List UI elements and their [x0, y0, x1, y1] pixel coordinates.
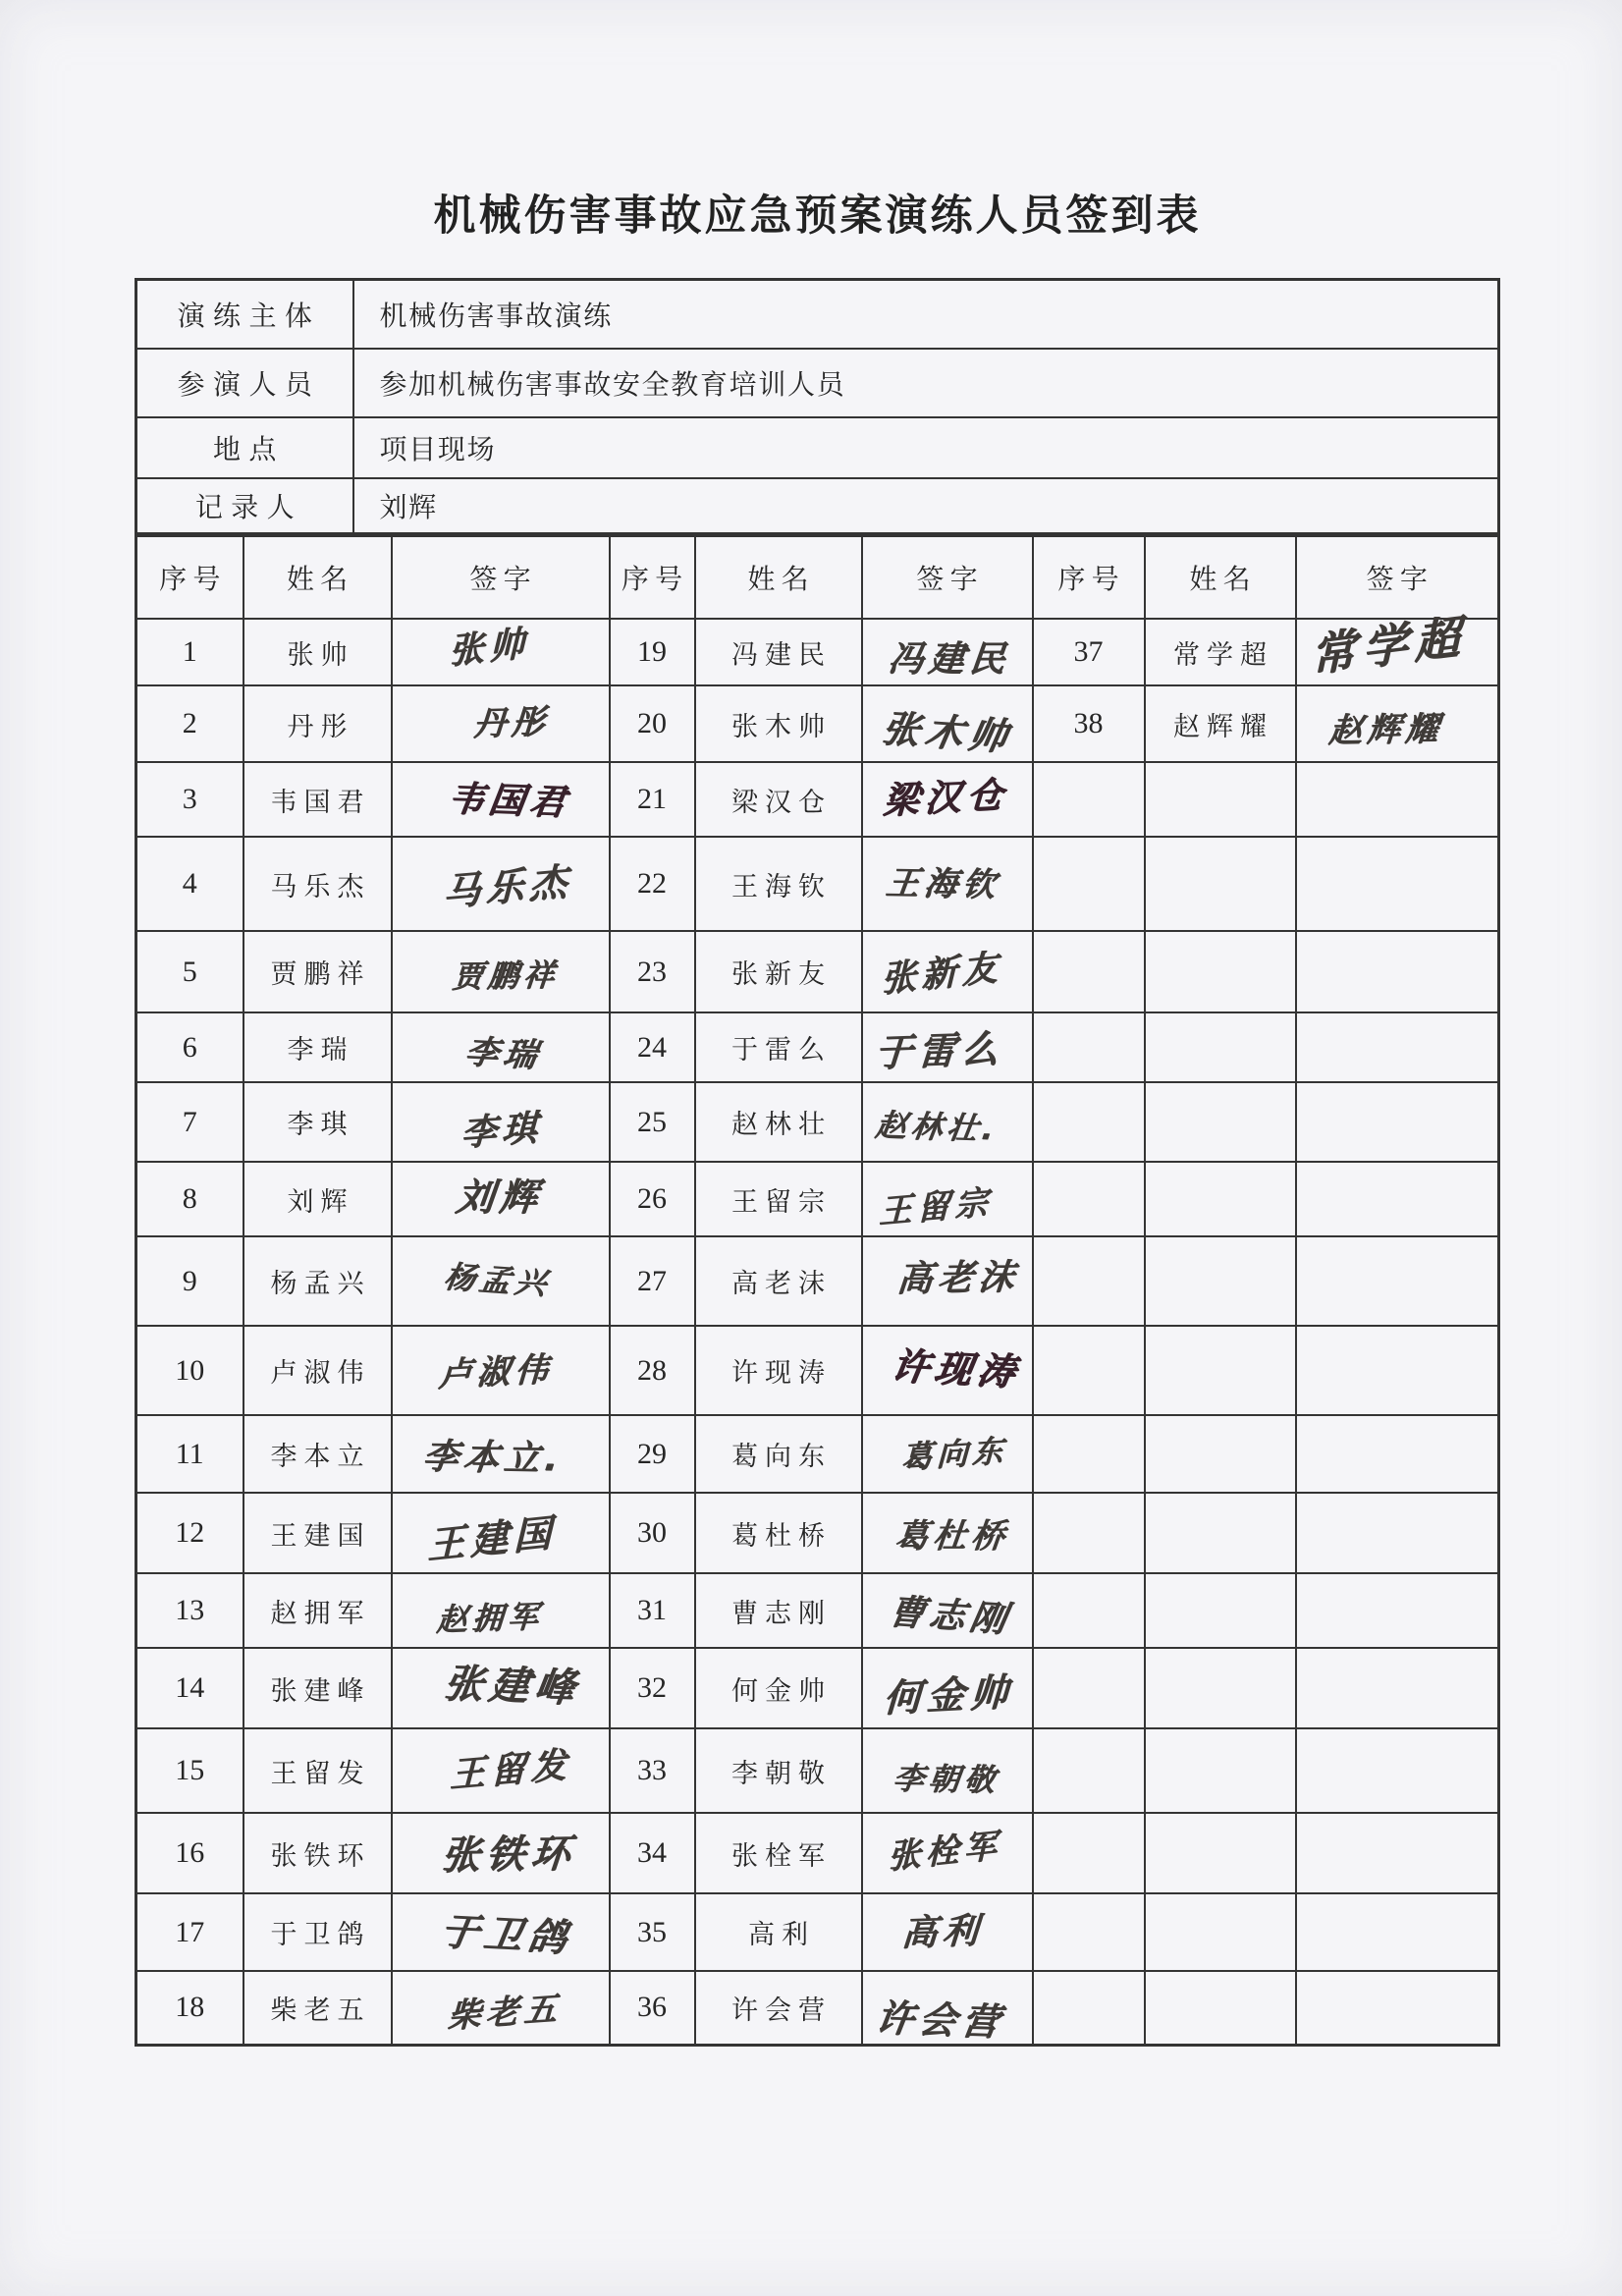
signature-cell — [392, 1082, 610, 1162]
serial-cell: 16 — [136, 1813, 243, 1893]
signature-cell — [1296, 1082, 1499, 1162]
serial-cell: 15 — [136, 1728, 243, 1813]
name-cell: 王留宗 — [695, 1162, 862, 1236]
serial-cell — [1033, 762, 1145, 837]
signature-text: 张栓军 — [887, 1824, 1001, 1877]
signature-cell — [1296, 762, 1499, 837]
serial-cell: 14 — [136, 1648, 243, 1728]
serial-cell: 5 — [136, 931, 243, 1012]
name-cell: 冯建民 — [695, 619, 862, 685]
serial-cell — [1033, 1893, 1145, 1971]
serial-cell: 8 — [136, 1162, 243, 1236]
roster-row — [136, 619, 1499, 685]
info-label: 演练主体 — [136, 280, 353, 349]
serial-cell — [1033, 1728, 1145, 1813]
name-cell: 张栓军 — [695, 1813, 862, 1893]
serial-cell: 12 — [136, 1493, 243, 1573]
signature-text: 韦国君 — [445, 776, 573, 823]
header-name: 姓名 — [1145, 535, 1296, 619]
name-cell: 王海钦 — [695, 837, 862, 931]
name-cell: 曹志刚 — [695, 1573, 862, 1648]
signature-cell — [862, 1813, 1033, 1893]
signature-cell — [862, 1415, 1033, 1493]
signature-cell — [862, 1493, 1033, 1573]
signature-cell — [1296, 1012, 1499, 1082]
name-cell: 李瑞 — [243, 1012, 392, 1082]
serial-cell — [1033, 931, 1145, 1012]
serial-cell: 4 — [136, 837, 243, 931]
signature-text: 李朝敬 — [890, 1759, 1001, 1798]
name-cell: 高老沫 — [695, 1236, 862, 1326]
signature-cell — [1296, 1648, 1499, 1728]
name-cell — [1145, 1971, 1296, 2045]
signature-cell — [392, 1162, 610, 1236]
signature-cell — [1296, 1813, 1499, 1893]
signature-cell — [392, 1573, 610, 1648]
signature-text: 张帅 — [448, 621, 529, 672]
roster-row — [136, 1573, 1499, 1648]
signature-cell — [1296, 1326, 1499, 1415]
serial-cell: 31 — [610, 1573, 695, 1648]
roster-row — [136, 1813, 1499, 1893]
signature-cell — [862, 1728, 1033, 1813]
signature-text: 赵拥军 — [434, 1597, 544, 1638]
name-cell — [1145, 1415, 1296, 1493]
name-cell: 张铁环 — [243, 1813, 392, 1893]
signature-cell — [392, 1326, 610, 1415]
serial-cell: 32 — [610, 1648, 695, 1728]
roster-row — [136, 1082, 1499, 1162]
roster-row — [136, 1893, 1499, 1971]
serial-cell: 10 — [136, 1326, 243, 1415]
serial-cell: 7 — [136, 1082, 243, 1162]
serial-cell — [1033, 1971, 1145, 2045]
signature-cell — [1296, 608, 1499, 685]
name-cell: 张木帅 — [695, 685, 862, 762]
serial-cell: 6 — [136, 1012, 243, 1082]
roster-row — [136, 1728, 1499, 1813]
info-value: 参加机械伤害事故安全教育培训人员 — [353, 349, 1499, 417]
serial-cell: 23 — [610, 931, 695, 1012]
roster-row — [136, 1012, 1499, 1082]
signature-text: 马乐杰 — [442, 857, 572, 914]
serial-cell: 36 — [610, 1971, 695, 2045]
name-cell: 韦国君 — [243, 762, 392, 837]
name-cell — [1145, 762, 1296, 837]
serial-cell — [1033, 1573, 1145, 1648]
roster-row — [136, 931, 1499, 1012]
name-cell: 李本立 — [243, 1415, 392, 1493]
info-row-drill-subject — [136, 280, 1499, 349]
signature-cell — [1296, 1573, 1499, 1648]
info-row-participants — [136, 349, 1499, 417]
name-cell — [1145, 931, 1296, 1012]
roster-row — [136, 1415, 1499, 1493]
serial-cell: 20 — [610, 685, 695, 762]
name-cell — [1145, 1893, 1296, 1971]
signature-text: 张建峰 — [440, 1659, 583, 1711]
roster-row — [136, 685, 1499, 762]
signature-cell — [1296, 685, 1499, 762]
name-cell: 张帅 — [243, 619, 392, 685]
serial-cell: 2 — [136, 685, 243, 762]
name-cell: 于卫鸽 — [243, 1893, 392, 1971]
signature-cell — [392, 1728, 610, 1813]
serial-cell: 18 — [136, 1971, 243, 2045]
signature-cell — [1296, 837, 1499, 931]
signature-cell — [862, 1082, 1033, 1162]
signature-text: 卢淑伟 — [437, 1348, 554, 1394]
name-cell — [1145, 837, 1296, 931]
name-cell: 贾鹏祥 — [243, 931, 392, 1012]
tables-wrapper — [135, 278, 1500, 2047]
signature-cell — [862, 685, 1033, 762]
name-cell — [1145, 1236, 1296, 1326]
serial-cell: 28 — [610, 1326, 695, 1415]
signature-text: 王留发 — [449, 1742, 571, 1795]
name-cell: 马乐杰 — [243, 837, 392, 931]
signature-text: 柴老五 — [446, 1988, 563, 2036]
name-cell: 赵辉耀 — [1145, 685, 1296, 762]
signature-cell — [392, 837, 610, 931]
name-cell: 许现涛 — [695, 1326, 862, 1415]
header-serial: 序号 — [1033, 535, 1145, 619]
signature-text: 贾鹏祥 — [450, 956, 561, 995]
info-value: 刘辉 — [353, 478, 1499, 533]
signature-cell — [392, 1893, 610, 1971]
serial-cell: 37 — [1033, 619, 1145, 685]
name-cell: 丹彤 — [243, 685, 392, 762]
name-cell — [1145, 1813, 1296, 1893]
serial-cell — [1033, 1648, 1145, 1728]
name-cell — [1145, 1012, 1296, 1082]
serial-cell: 19 — [610, 619, 695, 685]
name-cell: 王留发 — [243, 1728, 392, 1813]
signature-cell — [392, 1493, 610, 1573]
signature-cell — [862, 1648, 1033, 1728]
roster-header-row — [136, 535, 1499, 619]
serial-cell: 11 — [136, 1415, 243, 1493]
name-cell: 刘辉 — [243, 1162, 392, 1236]
serial-cell — [1033, 1415, 1145, 1493]
name-cell: 高利 — [695, 1893, 862, 1971]
info-table — [135, 278, 1500, 534]
name-cell: 李琪 — [243, 1082, 392, 1162]
name-cell — [1145, 1162, 1296, 1236]
info-row-recorder — [136, 478, 1499, 533]
signature-text: 高利 — [899, 1908, 985, 1954]
name-cell — [1145, 1648, 1296, 1728]
signature-cell — [1296, 1162, 1499, 1236]
serial-cell: 35 — [610, 1893, 695, 1971]
serial-cell — [1033, 1162, 1145, 1236]
serial-cell: 3 — [136, 762, 243, 837]
name-cell — [1145, 1573, 1296, 1648]
serial-cell: 25 — [610, 1082, 695, 1162]
info-value: 机械伤害事故演练 — [353, 280, 1499, 349]
signature-cell — [392, 931, 610, 1012]
signature-cell — [392, 1012, 610, 1082]
serial-cell: 29 — [610, 1415, 695, 1493]
name-cell — [1145, 1326, 1296, 1415]
serial-cell — [1033, 1326, 1145, 1415]
serial-cell — [1033, 1493, 1145, 1573]
name-cell — [1145, 1728, 1296, 1813]
signature-text: 许会营 — [872, 1995, 1007, 2045]
signature-cell — [862, 619, 1033, 685]
info-label: 记录人 — [136, 478, 353, 533]
info-label: 参演人员 — [136, 349, 353, 417]
signature-text: 于卫鸽 — [436, 1908, 575, 1961]
signature-text: 杨孟兴 — [440, 1258, 554, 1302]
serial-cell — [1033, 1082, 1145, 1162]
signature-cell — [1296, 1971, 1499, 2045]
signature-text: 常学超 — [1310, 608, 1467, 682]
serial-cell: 30 — [610, 1493, 695, 1573]
signature-cell — [392, 1813, 610, 1893]
signature-text: 许现涛 — [888, 1343, 1024, 1394]
serial-cell: 9 — [136, 1236, 243, 1326]
name-cell: 葛杜桥 — [695, 1493, 862, 1573]
signature-cell — [392, 1648, 610, 1728]
signature-cell — [392, 1971, 610, 2045]
signature-cell — [392, 685, 610, 762]
serial-cell — [1033, 1012, 1145, 1082]
signature-text: 高老沫 — [894, 1255, 1021, 1300]
signature-cell — [1296, 1236, 1499, 1326]
name-cell: 卢淑伟 — [243, 1326, 392, 1415]
signature-cell — [1296, 1728, 1499, 1813]
signature-text: 张新友 — [880, 945, 1002, 1001]
signature-text: 赵林壮. — [873, 1106, 1001, 1148]
name-cell: 柴老五 — [243, 1971, 392, 2045]
signature-text: 冯建民 — [885, 636, 1012, 680]
signature-cell — [392, 1415, 610, 1493]
signature-text: 刘辉 — [453, 1174, 545, 1219]
signature-cell — [862, 1236, 1033, 1326]
roster-row — [136, 1236, 1499, 1326]
signature-cell — [862, 1012, 1033, 1082]
header-signature: 签字 — [862, 535, 1033, 619]
signature-text: 张铁环 — [438, 1829, 577, 1879]
signature-cell — [1296, 1415, 1499, 1493]
signature-cell — [392, 619, 610, 685]
header-name: 姓名 — [243, 535, 392, 619]
name-cell: 许会营 — [695, 1971, 862, 2045]
signature-text: 葛杜桥 — [892, 1515, 1011, 1555]
signature-text: 李琪 — [460, 1106, 543, 1154]
page-title: 机械伤害事故应急预案演练人员签到表 — [433, 192, 1202, 240]
info-value: 项目现场 — [353, 417, 1499, 478]
roster-row — [136, 837, 1499, 931]
name-cell: 李朝敬 — [695, 1728, 862, 1813]
name-cell: 王建国 — [243, 1493, 392, 1573]
signature-text: 王海钦 — [883, 862, 1002, 903]
signature-cell — [392, 1236, 610, 1326]
info-label: 地点 — [136, 417, 353, 478]
info-row-location — [136, 417, 1499, 478]
roster-row — [136, 1162, 1499, 1236]
serial-cell: 17 — [136, 1893, 243, 1971]
signature-text: 葛向东 — [899, 1432, 1008, 1476]
signature-cell — [1296, 1493, 1499, 1573]
signature-text: 李本立. — [419, 1435, 567, 1480]
signature-cell — [1296, 1893, 1499, 1971]
serial-cell: 34 — [610, 1813, 695, 1893]
roster-row — [136, 1971, 1499, 2045]
name-cell: 张建峰 — [243, 1648, 392, 1728]
header-name: 姓名 — [695, 535, 862, 619]
serial-cell — [1033, 1813, 1145, 1893]
roster-body — [136, 608, 1499, 2045]
signature-cell — [862, 1971, 1033, 2045]
signature-text: 丹彤 — [471, 700, 551, 743]
name-cell: 杨孟兴 — [243, 1236, 392, 1326]
serial-cell — [1033, 1236, 1145, 1326]
signature-text: 赵辉耀 — [1326, 708, 1445, 749]
header-serial: 序号 — [136, 535, 243, 619]
signature-text: 王建国 — [426, 1508, 557, 1567]
signature-cell — [862, 1162, 1033, 1236]
signature-cell — [862, 1573, 1033, 1648]
serial-cell — [1033, 837, 1145, 931]
name-cell: 于雷么 — [695, 1012, 862, 1082]
serial-cell: 24 — [610, 1012, 695, 1082]
header-signature: 签字 — [1296, 535, 1499, 619]
signature-text: 王留宗 — [878, 1180, 993, 1231]
name-cell: 梁汉仓 — [695, 762, 862, 837]
roster-row — [136, 1648, 1499, 1728]
signature-text: 何金帅 — [882, 1668, 1014, 1721]
name-cell: 葛向东 — [695, 1415, 862, 1493]
serial-cell: 33 — [610, 1728, 695, 1813]
signature-text: 张木帅 — [878, 705, 1016, 759]
signature-cell — [862, 762, 1033, 837]
signature-text: 曹志刚 — [885, 1589, 1014, 1640]
serial-cell: 1 — [136, 619, 243, 685]
signature-cell — [862, 1326, 1033, 1415]
signature-cell — [862, 1893, 1033, 1971]
name-cell: 赵林壮 — [695, 1082, 862, 1162]
header-serial: 序号 — [610, 535, 695, 619]
serial-cell: 27 — [610, 1236, 695, 1326]
roster-row — [136, 1326, 1499, 1415]
name-cell: 常学超 — [1145, 619, 1296, 685]
serial-cell: 22 — [610, 837, 695, 931]
header-signature: 签字 — [392, 535, 610, 619]
serial-cell: 26 — [610, 1162, 695, 1236]
signature-cell — [392, 762, 610, 837]
signature-cell — [862, 931, 1033, 1012]
roster-table — [135, 534, 1500, 2047]
serial-cell: 21 — [610, 762, 695, 837]
roster-row — [136, 1493, 1499, 1573]
name-cell: 赵拥军 — [243, 1573, 392, 1648]
signature-cell — [1296, 931, 1499, 1012]
serial-cell: 13 — [136, 1573, 243, 1648]
name-cell — [1145, 1493, 1296, 1573]
name-cell — [1145, 1082, 1296, 1162]
name-cell: 张新友 — [695, 931, 862, 1012]
signature-text: 李瑞 — [461, 1031, 545, 1075]
signature-cell — [862, 837, 1033, 931]
name-cell: 何金帅 — [695, 1648, 862, 1728]
signature-text: 于雷么 — [872, 1025, 1006, 1075]
roster-row — [136, 762, 1499, 837]
signature-text: 梁汉仓 — [881, 771, 1009, 822]
serial-cell: 38 — [1033, 685, 1145, 762]
